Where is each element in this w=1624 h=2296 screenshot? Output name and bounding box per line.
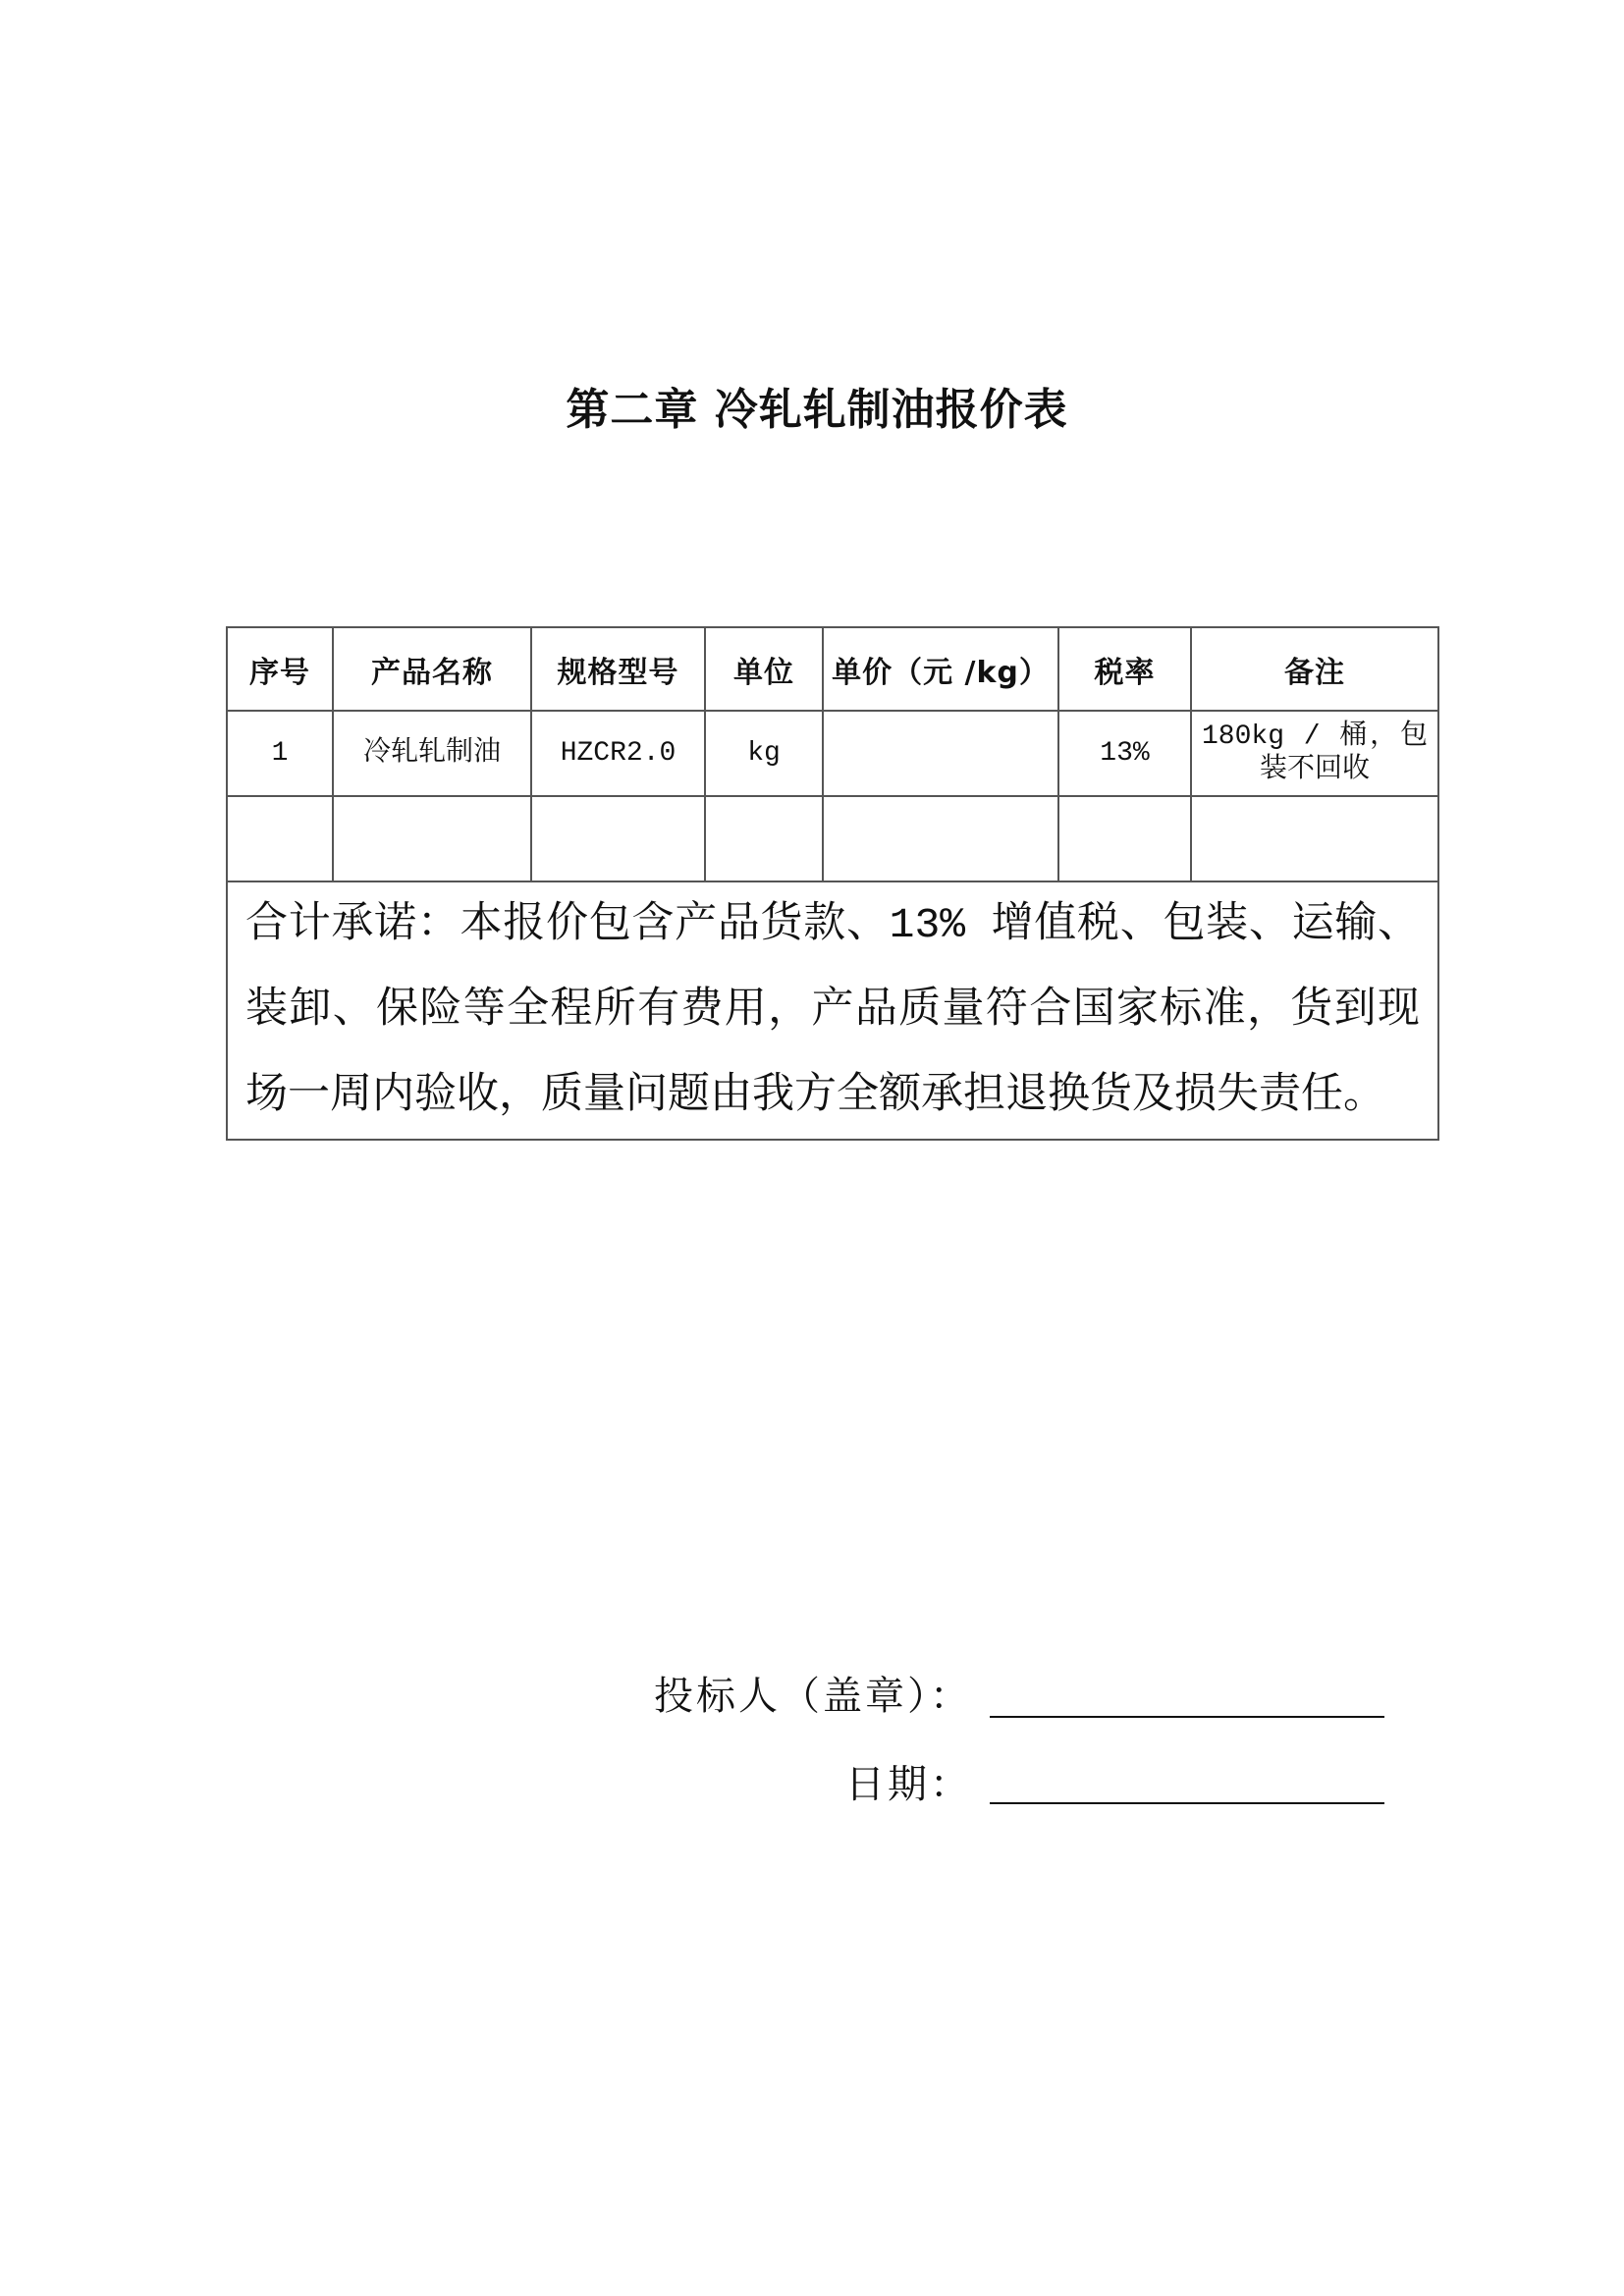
commitment-row	[227, 881, 1438, 1140]
table-row	[227, 711, 1438, 796]
cell-model	[531, 796, 705, 881]
cell-unit-price	[823, 711, 1058, 796]
cell-seq: 1	[227, 711, 333, 796]
cell-model: HZCR2.0	[531, 711, 705, 796]
cell-product-name	[333, 796, 531, 881]
date-line	[990, 1802, 1384, 1804]
header-model: 规格型号	[531, 627, 705, 711]
cell-unit: kg	[705, 711, 823, 796]
cell-tax-rate: 13%	[1058, 711, 1191, 796]
header-unit: 单位	[705, 627, 823, 711]
cell-unit-price	[823, 796, 1058, 881]
table-row	[227, 796, 1438, 881]
header-unit-price: 单价（元 /kg）	[823, 627, 1058, 711]
commitment-text: 合计承诺：本报价包含产品货款、13% 增值税、包装、运输、装卸、保险等全程所有费用，产品质量符合国家标准，货到现场一周内验收，质量问题由我方全额承担退换货及损失责任。	[227, 881, 1438, 1140]
cell-product-name: 冷轧轧制油	[333, 711, 531, 796]
bidder-seal-label: 投标人（盖章）：	[654, 1674, 972, 1718]
header-seq: 序号	[227, 627, 333, 711]
bidder-seal-line	[990, 1716, 1384, 1718]
quotation-table	[226, 626, 1439, 1141]
cell-remark: 180kg / 桶，包装不回收	[1191, 711, 1438, 796]
cell-remark	[1191, 796, 1438, 881]
cell-seq	[227, 796, 333, 881]
cell-unit	[705, 796, 823, 881]
header-remark: 备注	[1191, 627, 1438, 711]
header-tax-rate: 税率	[1058, 627, 1191, 711]
cell-tax-rate	[1058, 796, 1191, 881]
date-label: 日期：	[845, 1762, 972, 1806]
page-title: 第二章 冷轧轧制油报价表	[566, 385, 1068, 435]
table-header-row	[227, 627, 1438, 711]
header-product-name: 产品名称	[333, 627, 531, 711]
